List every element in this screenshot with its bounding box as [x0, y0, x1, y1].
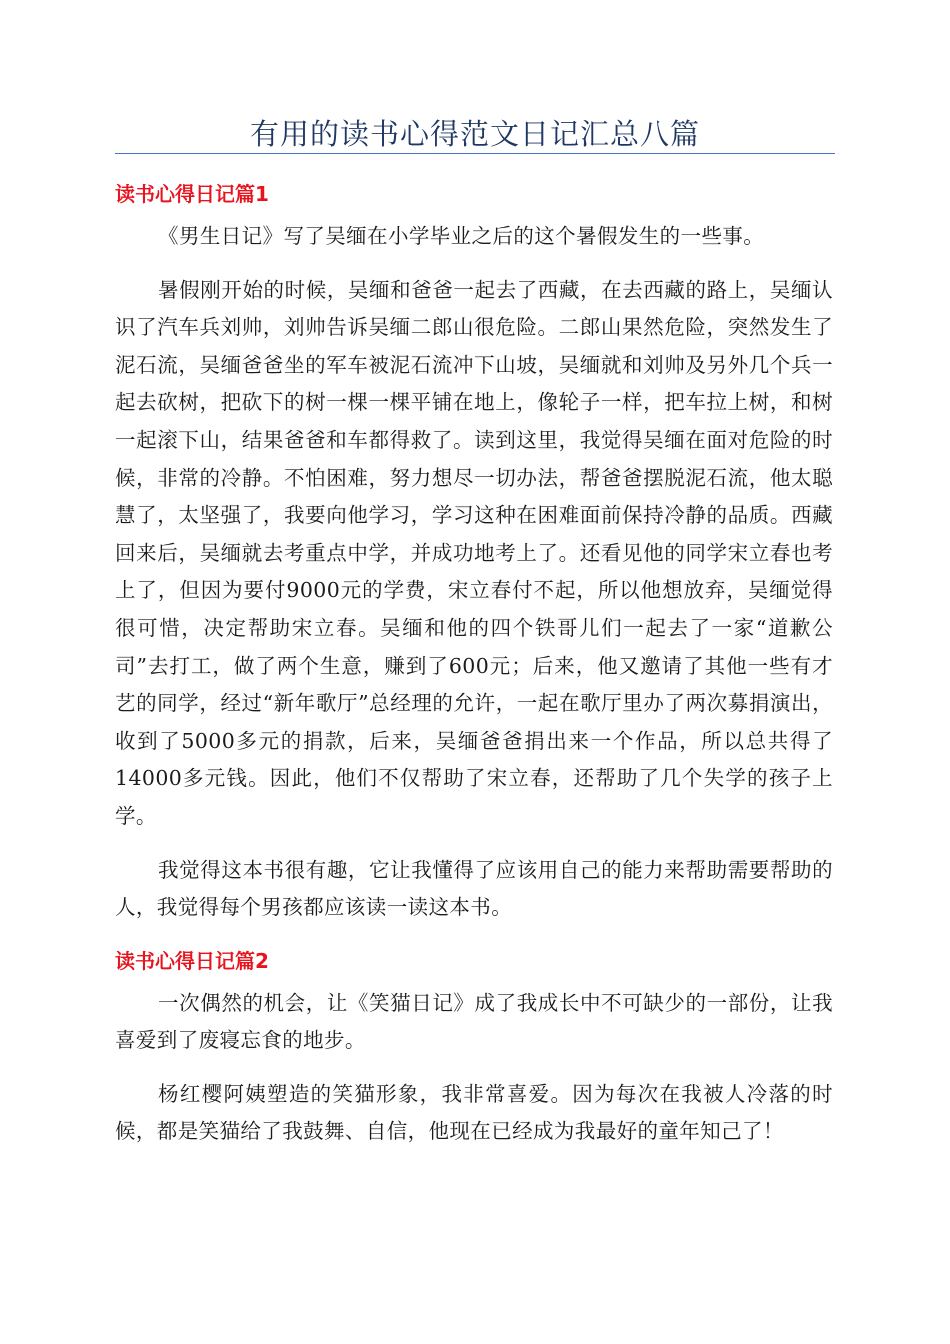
paragraph: 我觉得这本书很有趣，它让我懂得了应该用自己的能力来帮助需要帮助的人，我觉得每个男孩都应该读一读这本书。 [115, 857, 833, 920]
paragraph: 杨红樱阿姨塑造的笑猫形象，我非常喜爱。因为每次在我被人冷落的时候，都是笑猫给了我鼓舞、自信，他现在已经成为我最好的童年知己了！ [115, 1081, 833, 1144]
paragraph: 《男生日记》写了吴缅在小学毕业之后的这个暑假发生的一些事。 [158, 224, 765, 248]
paragraph: 暑假刚开始的时候，吴缅和爸爸一起去了西藏，在去西藏的路上，吴缅认识了汽车兵刘帅，刘帅告诉吴缅二郎山很危险。二郎山果然危险，突然发生了泥石流，吴缅爸爸坐的军车被泥石流冲下山坡，吴缅就和刘帅及另外几个兵一起去砍树，把砍下的树一棵一棵平铺在地上，像轮子一样，把车拉上树，和树一起滚下山，结果爸爸和车都得救了。读到这里，我觉得吴缅在面对危险的时候，非常的冷静。不怕困难，努力想尽一切办法，帮爸爸摆脱泥石流，他太聪慧了，太坚强了，我要向他学习，学习这种在困难面前保持冷静的品质。西藏回来后，吴缅就去考重点中学，并成功地考上了。还看见他的同学宋立春也考上了，但因为要付9000元的学费，宋立春付不起，所以他想放弃，吴缅觉得很可惜，决定帮助宋立春。吴缅和他的四个铁哥儿们一起去了一家“道歉公司”去打工，做了两个生意，赚到了600元；后来，他又邀请了其他一些有才艺的同学，经过“新年歌厅”总经理的允许，一起在歌厅里办了两次募捐演出，收到了5000多元的捐款，后来，吴缅爸爸捐出来一个作品，所以总共得了14000多元钱。因此，他们不仅帮助了宋立春，还帮助了几个失学的孩子上学。 [115, 277, 833, 828]
paragraph: 一次偶然的机会，让《笑猫日记》成了我成长中不可缺少的一部份，让我喜爱到了废寝忘食的地步。 [115, 990, 833, 1053]
section-1 [115, 176, 833, 927]
section-heading: 读书心得日记篇2 [115, 948, 269, 973]
document-body [115, 176, 833, 1151]
title-underline [115, 153, 835, 154]
document-title: 有用的读书心得范文日记汇总八篇 [249, 117, 700, 151]
section-heading: 读书心得日记篇1 [115, 182, 269, 206]
section-2 [115, 943, 833, 1151]
